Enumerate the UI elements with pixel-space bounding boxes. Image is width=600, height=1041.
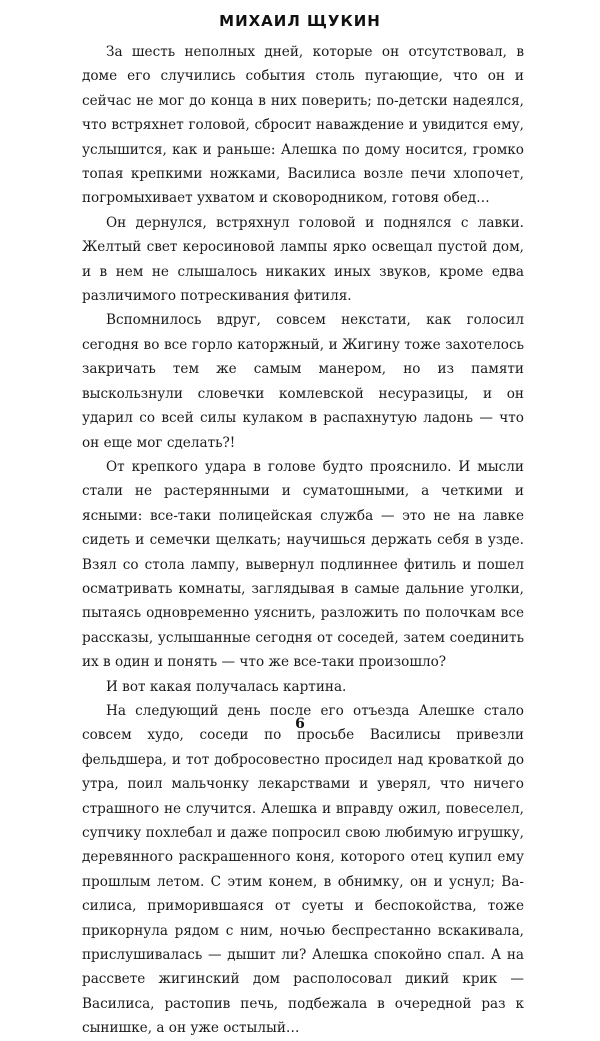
paragraph: И вот какая получалась картина.: [106, 678, 347, 695]
paragraph: Он дернулся, встряхнул головой и поднялся с лавки. Желтый свет керосиновой лампы ярко освещал пустой дом, и в нем не слышалось никаких иных звуков, кроме едва различимого потрескивания фитиля.: [82, 214, 524, 305]
running-head: МИХАИЛ ЩУКИН: [219, 12, 381, 30]
paragraph: Вспомнилось вдруг, совсем некстати, как голосил сегодня во все горло каторжный, и Жигину тоже захотелось закричать тем же самым манером, но из памяти выскользнули словечки комлевской несуразицы, и он ударил со всей силы кулаком в распахнутую ладонь — что он еще мог сделать?!: [82, 312, 524, 451]
page-number: 6: [295, 716, 305, 732]
paragraph: От крепкого удара в голове будто прояснило. И мысли стали не растерянными и суматошными, а четкими и ясными: все-таки полицейская служба — это не на лавке сидеть и семечки щелкать; научишься держать себя в узде. Взял со стола лампу, вывернул подлиннее фитиль и пошел осматривать комнаты, заглядывая в самые дальние уголки, пытаясь одновременно уяснить, разложить по полочкам все рассказы, услышанные сегодня от соседей, затем соединить их в один и понять — что же все-таки произошло?: [82, 458, 524, 671]
paragraph: За шесть неполных дней, которые он отсутствовал, в доме его случились события столь пугающие, что он и сейчас не мог до конца в них поверить; по-детски надеялся, что встряхнет головой, сбросит наваждение и увидится ему, услышится, как и раньше: Алешка по дому носится, громко топая крепкими ножками, Василиса возле печи хлопочет, погромыхивает ухватом и сковородником, готовя обед…: [82, 44, 524, 207]
paragraph: На следующий день после его отъезда Алешке стало совсем худо, соседи по просьбе Василисы привезли фельдшера, и тот добросовестно просидел над кроваткой до утра, поил мальчонку лекарствами и уверял, что ничего страшного не случится. Алешка и вправду ожил, повеселел, супчику похлебал и даже попросил свою любимую игрушку, деревянного раскрашенного коня, которого отец купил ему прошлым летом. С этим конем, в обнимку, он и уснул; Василиса, приморившаяся от суеты и беспокойства, тоже прикорнула рядом с ним, ночью беспрестанно вскакивала, прислушивалась — дышит ли? Алешка спокойно спал. А на рассвете жигинский дом располосовал дикий крик — Василиса, растопив печь, подбежала в очередной раз к сынишке, а он уже остылый…: [82, 702, 524, 1037]
body-text: [82, 40, 524, 1041]
